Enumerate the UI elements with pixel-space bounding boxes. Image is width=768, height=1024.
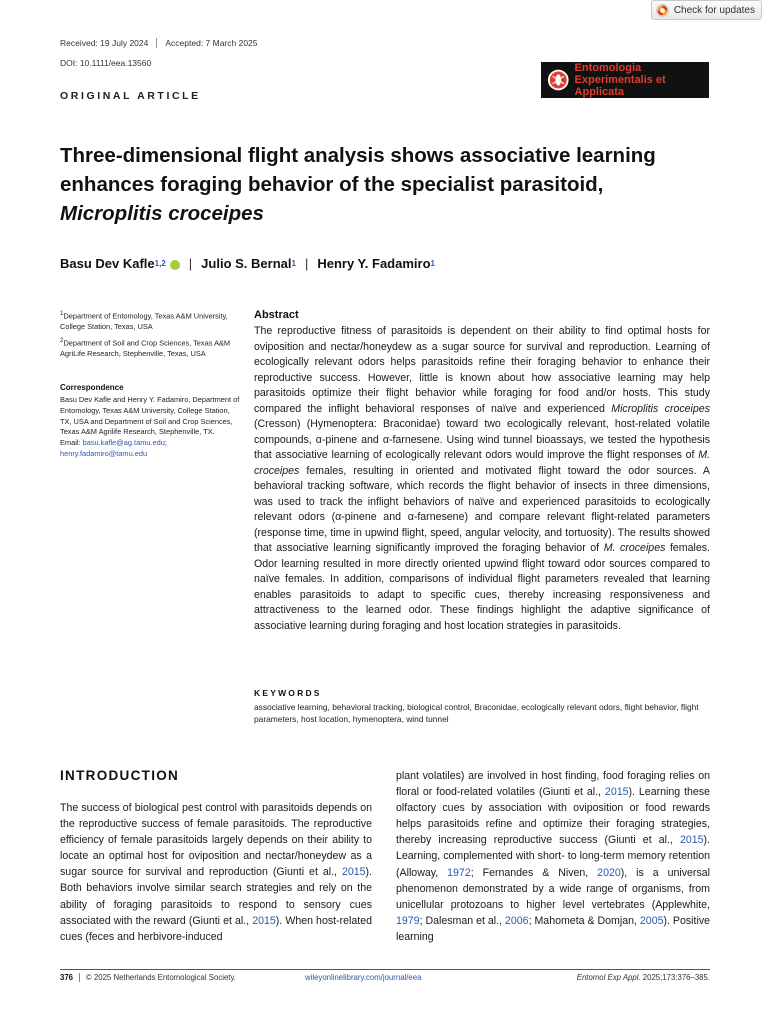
abstract-text: females, resulting in oriented and motivated flight toward the odor sources. A behavioral tracking software, which records the flight behavior of insects in three dimensions, was used to track the inflight behaviors of naïve and experienced parasitoids to ecologically relevant odors (α-pinene and α-farnesene) and compare relevant flight-related parameters (response time, time in upwind flight, speed, angular velocity, and tortuosity). The results showed that associative learning significantly improved the foraging behavior of (254, 464, 710, 554)
body-column-right (396, 768, 710, 945)
body-text: ; Dalesman et al., (419, 914, 505, 927)
citation-link[interactable]: 2006 (505, 914, 529, 927)
journal-name (575, 62, 709, 98)
orcid-icon[interactable] (170, 260, 180, 270)
footer-divider (60, 969, 710, 970)
journal-citation (577, 973, 710, 982)
abstract-heading: Abstract (254, 309, 299, 321)
body-paragraph (60, 800, 372, 945)
keywords-list: associative learning, behavioral tracking, biological control, Braconidae, ecologically relevant odors, flight behavior, flight parameters, host location, hymenoptera, wind tunnel (254, 702, 699, 724)
body-text: ). When host-related cues (feces and herbivore-induced (60, 914, 372, 943)
author-affiliation-marker[interactable]: 1 (291, 259, 296, 268)
doi: DOI: 10.1111/eea.13560 (60, 58, 152, 68)
article-title (60, 141, 720, 228)
author-list (60, 256, 435, 271)
citation-link[interactable]: 2015 (604, 786, 629, 799)
author-name[interactable]: Julio S. Bernal (201, 256, 292, 271)
abstract-text: females. Odor learning resulted in more directly oriented upwind flight toward odor sources compared to naïve females. In addition, comparisons of individual flight parameters revealed that learning enables parasitoids to adapt to specific cues, thereby increasing responsiveness and attractiveness to the learned odor. These findings highlight the adaptive significance of associative learning during foraging and host location strategies in parasitoids. (254, 542, 710, 632)
species-name: M. croceipes (254, 449, 710, 477)
affiliation-marker: 2 (60, 337, 64, 344)
body-text: ). Learning, complemented with short- to long-term memory retention (Alloway, (396, 834, 710, 879)
introduction-heading: INTRODUCTION (60, 768, 180, 783)
correspondence-text: Basu Dev Kafle and Henry Y. Fadamiro, Department of Entomology, Texas A&M University, College Station, TX, USA and Department of Soil and Crop Sciences, Texas A&M Agrilife Research, Stephenville, TX. (60, 395, 240, 437)
check-for-updates-button[interactable] (651, 0, 762, 20)
keywords-heading: KEYWORDS (254, 688, 322, 698)
correspondence-heading: Correspondence (60, 383, 124, 392)
footer-separator (79, 973, 80, 982)
email-label: Email: (60, 438, 83, 448)
body-text: ; Mahometa & Domjan, (528, 914, 640, 927)
date-separator (156, 38, 157, 48)
body-text: ; Fernandes & Niven, (470, 866, 598, 879)
abstract-paragraph (254, 324, 710, 634)
body-text: plant volatiles) are involved in host finding, food foraging relies on floral or food-related volatiles (Giunti et al., (396, 770, 710, 799)
body-text: ). Learning these olfactory cues by association with oviposition or food rewards helps parasitoids refine and optimize their foraging strategies, thereby increasing reproductive success (Giunti et al., (396, 786, 710, 847)
citation-link[interactable]: 1979 (396, 914, 420, 927)
body-text: ). Positive learning (396, 914, 711, 943)
body-text: ). Both behaviors involve similar search strategies and rely on the ability of foraging parasitoids to respond to sensory cues associated with the reward (Giunti et al., (60, 866, 372, 927)
body-text: The success of biological pest control with parasitoids depends on the reproductive success of female parasitoids. The reproductive efficiency of female parasitoids largely depends on their ability to locate an optimal host for oviposition and nectar/honeydew as a sugar source for survival and reproduction (Giunti et al., (60, 802, 372, 879)
affiliation-marker: 1 (60, 310, 64, 317)
citation-link[interactable]: 2015 (252, 914, 276, 927)
citation-link[interactable]: 2005 (639, 914, 664, 927)
abstract-text: (Cresson) (Hymenoptera: Braconidae) toward two ecologically relevant, host-related volatile compounds, α-pinene and α-farnesene. Using wind tunnel bioassays, we tested the hypothesis that associative learning of ecologically relevant odors would improve the flight responses of (254, 418, 710, 461)
body-column-left (60, 800, 372, 945)
email-link[interactable]: henry.fadamiro@tamu.edu (60, 448, 148, 458)
accepted-date: Accepted: 7 March 2025 (165, 38, 258, 48)
author-name[interactable]: Basu Dev Kafle (60, 256, 155, 271)
copyright: © 2025 Netherlands Entomological Society. (86, 973, 236, 982)
abstract-text: The reproductive fitness of parasitoids is dependent on their ability to find optimal hosts for oviposition and nectar/honeydew as a sugar source for survival and reproduction. Learning of ecologically relevant odors helps parasitoids refine their foraging behavior to enhance their reproductive success. However, little is known about how associative learning may help parasitoids optimize their flight behavior while foraging for food and/or hosts. This study compared the inflight behavioral responses of naïve and experienced (254, 325, 710, 415)
author-affiliation-marker[interactable]: 1,2 (154, 259, 166, 268)
species-name: Microplitis croceipes (611, 402, 710, 415)
title-species: Microplitis croceipes (60, 202, 264, 225)
author-divider: | (188, 256, 193, 271)
check-for-updates-label: Check for updates (673, 4, 755, 16)
page-number: 376 (60, 973, 74, 982)
citation-volume: 2025;173:376–385. (640, 973, 710, 982)
citation-link[interactable]: 2015 (341, 866, 366, 879)
affiliation-text: Department of Entomology, Texas A&M University, College Station, Texas, USA (60, 311, 228, 332)
email-separator: ; (164, 438, 167, 448)
article-dates (60, 38, 258, 48)
received-date: Received: 19 July 2024 (60, 38, 149, 48)
citation-link[interactable]: 2015 (679, 834, 704, 847)
article-type: ORIGINAL ARTICLE (60, 90, 201, 102)
body-text: ), is a universal phenomenon demonstrated by a wide range of organisms, from unicellular protozoans to higher level vertebrates (Applewhite, (396, 866, 710, 911)
check-updates-icon (656, 4, 669, 17)
journal-name-line2: Experimentalis et Applicata (574, 74, 666, 98)
email-link[interactable]: basu.kafle@ag.tamu.edu (82, 438, 165, 448)
citation-link[interactable]: 2020 (597, 866, 621, 879)
journal-emblem-icon (547, 68, 570, 92)
citation-link[interactable]: 1972 (447, 866, 471, 879)
author-affiliation-marker[interactable]: 1 (430, 259, 435, 268)
affiliation-1 (60, 309, 240, 333)
title-line-2: enhances foraging behavior of the specialist parasitoid, (60, 173, 604, 196)
affiliation-text: Department of Soil and Crop Sciences, Texas A&M AgriLife Research, Stephenville, Texas, USA (60, 338, 231, 359)
journal-url-link[interactable]: wileyonlinelibrary.com/journal/eea (305, 973, 422, 982)
page-footer (60, 973, 710, 982)
journal-name-line1: Entomologia (574, 62, 642, 74)
correspondence-body (60, 395, 240, 460)
title-line-1: Three-dimensional flight analysis shows associative learning (60, 144, 656, 167)
affiliation-2 (60, 336, 240, 360)
abstract-body (254, 324, 710, 634)
citation-journal: Entomol Exp Appl. (576, 973, 641, 982)
species-name: M. croceipes (603, 542, 666, 554)
author-divider: | (304, 256, 309, 271)
body-paragraph (396, 768, 710, 945)
journal-logo[interactable] (541, 62, 709, 98)
author-name[interactable]: Henry Y. Fadamiro (317, 256, 431, 271)
